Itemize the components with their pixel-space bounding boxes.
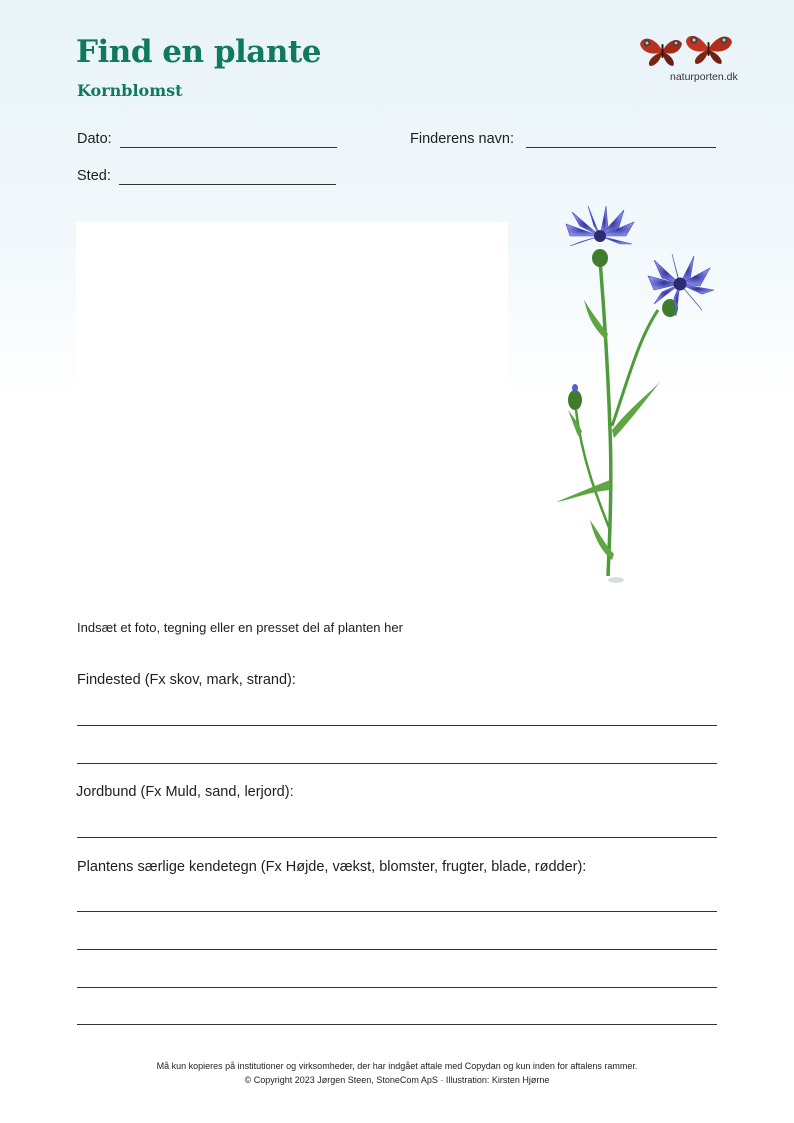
date-field[interactable]	[120, 147, 337, 148]
page-title: Find en plante	[76, 34, 321, 70]
date-label: Dato:	[77, 131, 112, 147]
kendetegn-line-4[interactable]	[77, 1024, 717, 1025]
findested-line-2[interactable]	[77, 763, 717, 764]
kendetegn-line-3[interactable]	[77, 987, 717, 988]
brand-name: naturporten.dk	[670, 71, 738, 83]
findested-label: Findested (Fx skov, mark, strand):	[77, 672, 296, 688]
kendetegn-label: Plantens særlige kendetegn (Fx Højde, vækst, blomster, frugter, blade, rødder):	[77, 859, 587, 875]
kendetegn-line-2[interactable]	[77, 949, 717, 950]
peacock-butterfly-icon	[636, 26, 740, 70]
photo-drop-area[interactable]	[76, 222, 508, 590]
copy-notice: Må kun kopieres på institutioner og virksomheder, der har indgået aftale med Copydan og kun inden for aftalens rammer.	[156, 1061, 638, 1071]
place-label: Sted:	[77, 168, 111, 184]
brand-logo	[636, 26, 740, 88]
place-field[interactable]	[119, 184, 336, 185]
findested-line-1[interactable]	[77, 725, 717, 726]
cornflower-illustration	[548, 200, 728, 592]
finder-name-label: Finderens navn:	[410, 131, 514, 147]
kendetegn-line-1[interactable]	[77, 911, 717, 912]
jordbund-line-1[interactable]	[77, 837, 717, 838]
finder-name-field[interactable]	[526, 147, 716, 148]
copyright-line: © Copyright 2023 Jørgen Steen, StoneCom ApS · Illustration: Kirsten Hjørne	[244, 1075, 550, 1085]
jordbund-label: Jordbund (Fx Muld, sand, lerjord):	[76, 784, 294, 800]
photo-hint: Indsæt et foto, tegning eller en presset del af planten her	[77, 620, 403, 635]
plant-name: Kornblomst	[77, 81, 183, 100]
